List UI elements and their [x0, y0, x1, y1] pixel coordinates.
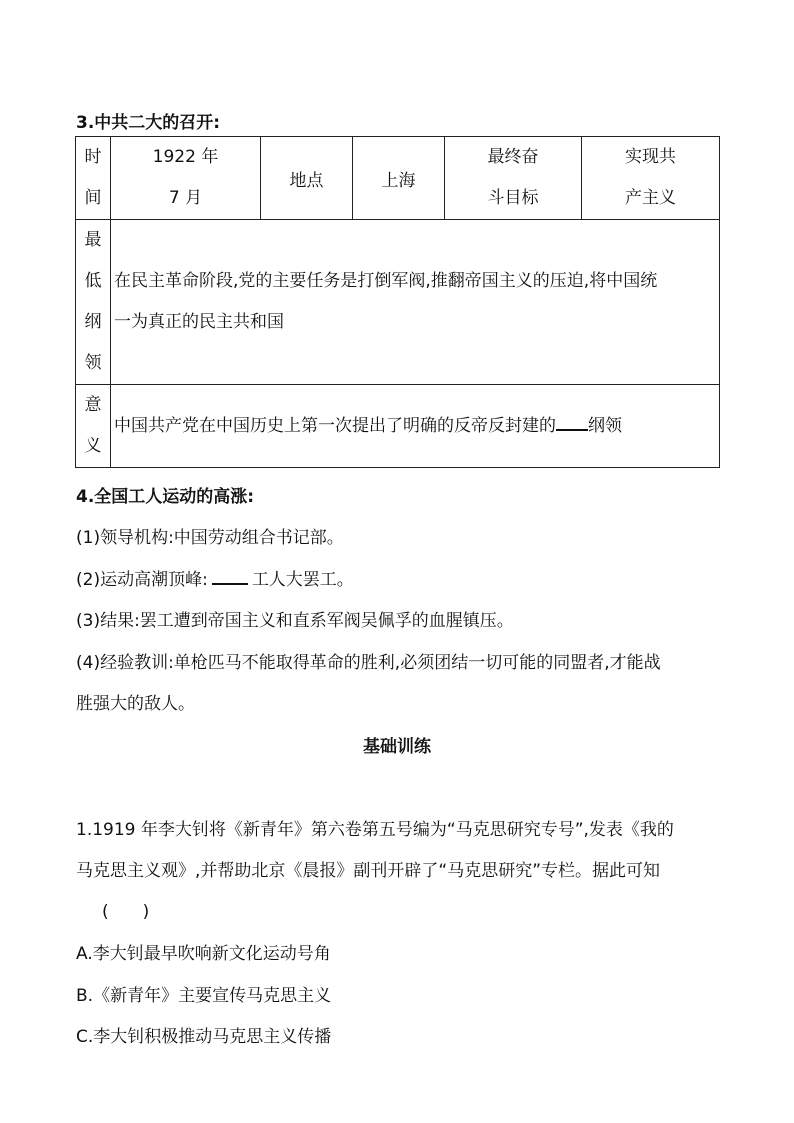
section-3-heading: 3.中共二大的召开:: [76, 113, 221, 133]
significance-content-cell: [111, 385, 720, 468]
goal-label-cell: 最终奋 斗目标: [445, 137, 582, 220]
table-row-significance: [76, 385, 720, 468]
program-content-cell: [111, 220, 720, 385]
program-line-2: 一为真正的民主共和国: [114, 312, 284, 332]
question-1-line-2: 马克思主义观》,并帮助北京《晨报》副刊开辟了“马克思研究”专栏。据此可知: [76, 861, 661, 881]
goal-value-cell: 实现共 产主义: [582, 137, 720, 220]
section-4-heading: 4.全国工人运动的高涨:: [76, 487, 255, 507]
significance-label-cell: 意 义: [76, 385, 111, 468]
time-label-cell: 时 间: [76, 137, 111, 220]
table-row-time: [76, 137, 720, 220]
section-4-item-4-line-1: (4)经验教训:单枪匹马不能取得革命的胜利,必须团结一切可能的同盟者,才能战: [76, 653, 661, 673]
significance-suffix: 纲领: [588, 415, 622, 436]
program-line-1: 在民主革命阶段,党的主要任务是打倒军阀,推翻帝国主义的压迫,将中国统: [114, 271, 658, 291]
section-4-item-4-line-2: 胜强大的敌人。: [76, 694, 195, 714]
fill-blank: [212, 569, 248, 585]
fill-blank: [556, 415, 588, 431]
section-4-item-1: (1)领导机构:中国劳动组合书记部。: [76, 528, 344, 548]
congress-table: [75, 136, 720, 468]
place-value-cell: 上海: [353, 137, 445, 220]
program-label-cell: 最 低 纲 领: [76, 220, 111, 385]
time-value-cell: 1922 年 7 月: [111, 137, 261, 220]
section-4-item-2: (2)运动高潮顶峰: 工人大罢工。: [76, 570, 354, 590]
answer-parentheses: ( ): [102, 902, 150, 922]
question-1-line-1: 1.1919 年李大钊将《新青年》第六卷第五号编为“马克思研究专号”,发表《我的: [76, 820, 674, 840]
significance-text: 中国共产党在中国历史上第一次提出了明确的反帝反封建的: [114, 415, 556, 436]
option-c: C.李大钊积极推动马克思主义传播: [76, 1027, 332, 1047]
option-b: B.《新青年》主要宣传马克思主义: [76, 986, 332, 1006]
option-a: A.李大钊最早吹响新文化运动号角: [76, 944, 331, 964]
place-label-cell: 地点: [261, 137, 353, 220]
training-title: 基础训练: [363, 737, 431, 757]
section-4-item-3: (3)结果:罢工遭到帝国主义和直系军阀吴佩孚的血腥镇压。: [76, 611, 514, 631]
table-row-program: [76, 220, 720, 385]
